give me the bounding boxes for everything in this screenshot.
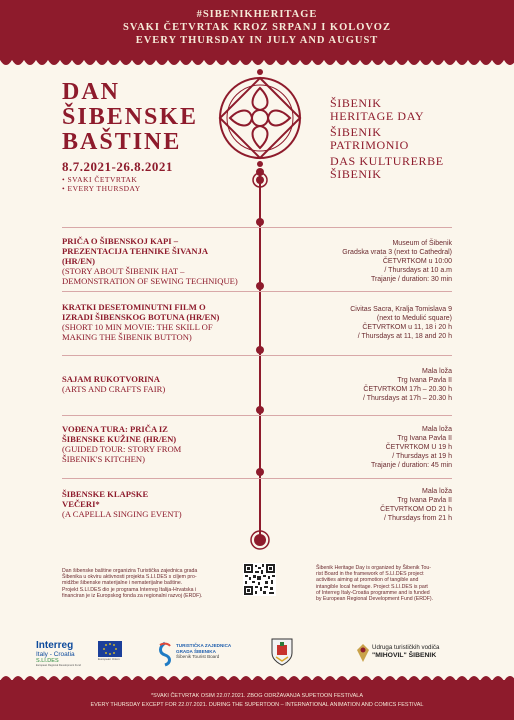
- event-info-line: ČETVRTKOM u 11, 18 i 20 h: [362, 324, 452, 331]
- node-icon: [254, 534, 266, 546]
- node-icon: [256, 406, 264, 414]
- every-thursday-en: • EVERY THURSDAY: [62, 184, 141, 193]
- event-3-title-block: [62, 374, 252, 394]
- event-info-line: Trg Ivana Pavla II: [397, 497, 452, 504]
- translation-1: ŠIBENIK: [330, 96, 382, 110]
- footer-line: midžbe šibenske materijalne i nematerijalne baštine.: [62, 580, 183, 587]
- event-subtitle-line: MAKING THE ŠIBENIK BUTTON): [62, 332, 192, 342]
- hashtag: #SIBENIKHERITAGE: [196, 9, 318, 20]
- sponsor-logos: [0, 637, 514, 673]
- date-range: 8.7.2021-26.8.2021: [62, 159, 173, 174]
- interreg-sub: Italy - Croatia: [36, 651, 75, 658]
- event-subtitle-line: (GUIDED TOUR: STORY FROM: [62, 444, 182, 454]
- node-icon: [256, 282, 264, 290]
- tz-line-3: Šibenik Tourist Board: [176, 654, 220, 660]
- event-info-line: Trajanje / duration: 45 min: [370, 462, 452, 469]
- event-title-line: ŠIBENSKE KLAPSKE: [62, 489, 149, 499]
- header-band: [0, 0, 514, 60]
- city-coat-of-arms-icon[interactable]: [270, 637, 294, 667]
- event-info-line: Trg Ivana Pavla II: [397, 435, 452, 442]
- footer-text-hr: [62, 568, 232, 599]
- node-icon: [256, 468, 264, 476]
- footer-line: Šibenika u okviru aktivnosti projekta S.LI.DES s ciljem pro-: [62, 574, 197, 581]
- event-subtitle-line: DEMONSTRATION OF SEWING TECHNIQUE): [62, 276, 238, 286]
- every-thursday-hr: • SVAKI ČETVRTAK: [62, 175, 138, 184]
- node-icon: [256, 176, 264, 184]
- event-title-line: SAJAM RUKOTVORINA: [62, 374, 160, 384]
- event-title-line: ŠIBENSKE KUŽINE (HR/EN): [62, 434, 177, 444]
- qr-code-icon[interactable]: [243, 563, 276, 596]
- footer-line: activities aiming at promotion of tangible and: [316, 577, 419, 584]
- event-subtitle-line: (STORY ABOUT ŠIBENIK HAT –: [62, 266, 185, 276]
- event-2-info: [272, 305, 452, 341]
- translation-6: ŠIBENIK: [330, 167, 382, 181]
- event-1-info: [272, 239, 452, 284]
- event-info-line: Mala loža: [422, 488, 452, 495]
- title-translations: [330, 97, 444, 181]
- event-title-line: PREZENTACIJA TEHNIKE ŠIVANJA: [62, 246, 209, 256]
- footer-line: of Interreg Italy-Croatia programme and is funded: [316, 589, 430, 596]
- event-info-line: ČETVRTKOM U 19 h: [385, 444, 452, 451]
- footer-line: Projekt S.LI.DES dio je programa Interreg Italija-Hrvatska i: [62, 586, 197, 593]
- event-info-line: Mala loža: [422, 426, 452, 433]
- event-3-info: [272, 367, 452, 403]
- event-info-line: / Thursdays at 17h – 20.30 h: [363, 395, 452, 402]
- title-line-1: DAN: [62, 79, 120, 105]
- event-info-line: Museum of Šibenik: [392, 240, 452, 247]
- event-info-line: / Thursdays at 11, 18 and 20 h: [357, 333, 452, 340]
- event-info-line: / Thursdays from 21 h: [384, 515, 452, 522]
- divider: [62, 355, 452, 356]
- footer-band: [0, 680, 514, 720]
- node-icon: [256, 218, 264, 226]
- footer-line: intangible local heritage. Project S.LI.DES is part: [316, 583, 428, 590]
- event-title-line: VEČERI*: [62, 499, 100, 509]
- tz-line-2: GRADA ŠIBENIKA: [176, 648, 216, 654]
- event-1-title-block: [62, 236, 252, 286]
- footer-note-hr: *SVAKI ČETVRTAK OSIM 22.07.2021. ZBOG ODRŽAVANJA SUPETOON FESTIVALA: [150, 693, 364, 699]
- divider: [62, 415, 452, 416]
- sibenik-button-emblem-icon: [210, 68, 310, 178]
- guides-line-1: Udruga turističkih vodiča: [372, 644, 440, 651]
- interreg-fund: European Regional Development Fund: [36, 664, 81, 667]
- event-title-line: VOĐENA TURA: PRIČA IZ: [62, 424, 168, 434]
- node-icon: [256, 346, 264, 354]
- eu-flag-icon: [98, 641, 122, 657]
- guides-icon: [356, 643, 370, 663]
- event-4-title-block: [62, 424, 252, 464]
- event-subtitle-line: (A CAPELLA SINGING EVENT): [62, 509, 182, 519]
- event-subtitle-line: (ARTS AND CRAFTS FAIR): [62, 384, 166, 394]
- event-info-line: Mala loža: [422, 368, 452, 375]
- event-info-line: Civitas Sacra, Kralja Tomislava 9: [350, 306, 452, 313]
- eu-flag-block: [98, 641, 122, 661]
- interreg-project: S.LI.DES: [36, 658, 59, 664]
- event-5-info: [272, 487, 452, 523]
- translation-2: HERITAGE DAY: [330, 109, 425, 123]
- title-line-2: ŠIBENSKE: [62, 104, 199, 130]
- event-title-line: KRATKI DESETOMINUTNI FILM O: [62, 302, 206, 312]
- divider: [62, 478, 452, 479]
- translation-5: DAS KULTURERBE: [330, 154, 444, 168]
- footer-note-en: EVERY THURSDAY EXCEPT FOR 22.07.2021. DURING THE SUPERTOON – INTERNATIONAL ANIMATION AND COMICS FESTIVAL: [90, 702, 424, 708]
- footer-text-en: [316, 565, 456, 602]
- footer-line: Šibenik Heritage Day is organized by Šibenik Tou-: [316, 565, 431, 571]
- event-subtitle-line: (SHORT 10 MIN MOVIE: THE SKILL OF: [62, 322, 213, 332]
- event-title-line: IZRADI ŠIBENSKOG BOTUNA (HR/EN): [62, 312, 220, 322]
- interreg-logo[interactable]: [36, 641, 98, 667]
- event-info-line: ČETVRTKOM 17h – 20.30 h: [363, 386, 452, 393]
- eu-label: European Union: [98, 657, 120, 661]
- event-info-line: / Thursdays at 10 a.m: [384, 267, 452, 274]
- tourist-board-icon: [156, 641, 174, 667]
- scallop-top-border: [0, 58, 514, 68]
- event-info-line: Trg Ivana Pavla II: [397, 377, 452, 384]
- event-info-line: / Thursdays at 19 h: [392, 453, 452, 460]
- header-line-en: EVERY THURSDAY IN JULY AND AUGUST: [135, 35, 379, 46]
- guides-line-2: "MIHOVIL" ŠIBENIK: [372, 652, 437, 659]
- divider: [62, 291, 452, 292]
- main-title-block: [62, 80, 198, 193]
- event-info-line: ČETVRTKOM OD 21 h: [380, 506, 452, 513]
- event-info-line: ČETVRTKOM u 10:00: [382, 258, 452, 265]
- event-info-line: Gradska vrata 3 (next to Cathedral): [342, 249, 452, 256]
- event-title-line: PRIČA O ŠIBENSKOJ KAPI –: [62, 236, 179, 246]
- tz-line-1: TURISTIČKA ZAJEDNICA: [176, 643, 232, 648]
- translation-4: PATRIMONIO: [330, 138, 409, 152]
- footer-line: by European Regional Development Fund (ERDF).: [316, 596, 434, 603]
- event-2-title-block: [62, 302, 252, 342]
- footer-line: financiran je iz Europskog fonda za regionalni razvoj (ERDF).: [62, 592, 203, 599]
- translation-3: ŠIBENIK: [330, 125, 382, 139]
- footer-line: Dan šibenske baštine organizira Turistička zajednica grada: [62, 568, 198, 574]
- interreg-label: Interreg: [36, 640, 74, 651]
- divider: [62, 227, 452, 228]
- event-4-info: [272, 425, 452, 470]
- header-line-hr: SVAKI ČETVRTAK KROZ SRPANJ I KOLOVOZ: [123, 22, 391, 33]
- event-5-title-block: [62, 489, 252, 519]
- footer-line: rist Board in the framework of S.LI.DES project: [316, 571, 424, 578]
- title-line-3: BAŠTINE: [62, 129, 182, 155]
- event-info-line: (next to Medulić square): [376, 315, 452, 322]
- event-title-line: (HR/EN): [62, 256, 95, 266]
- event-info-line: Trajanje / duration: 30 min: [370, 276, 452, 283]
- event-subtitle-line: ŠIBENIK'S KITCHEN): [62, 454, 145, 464]
